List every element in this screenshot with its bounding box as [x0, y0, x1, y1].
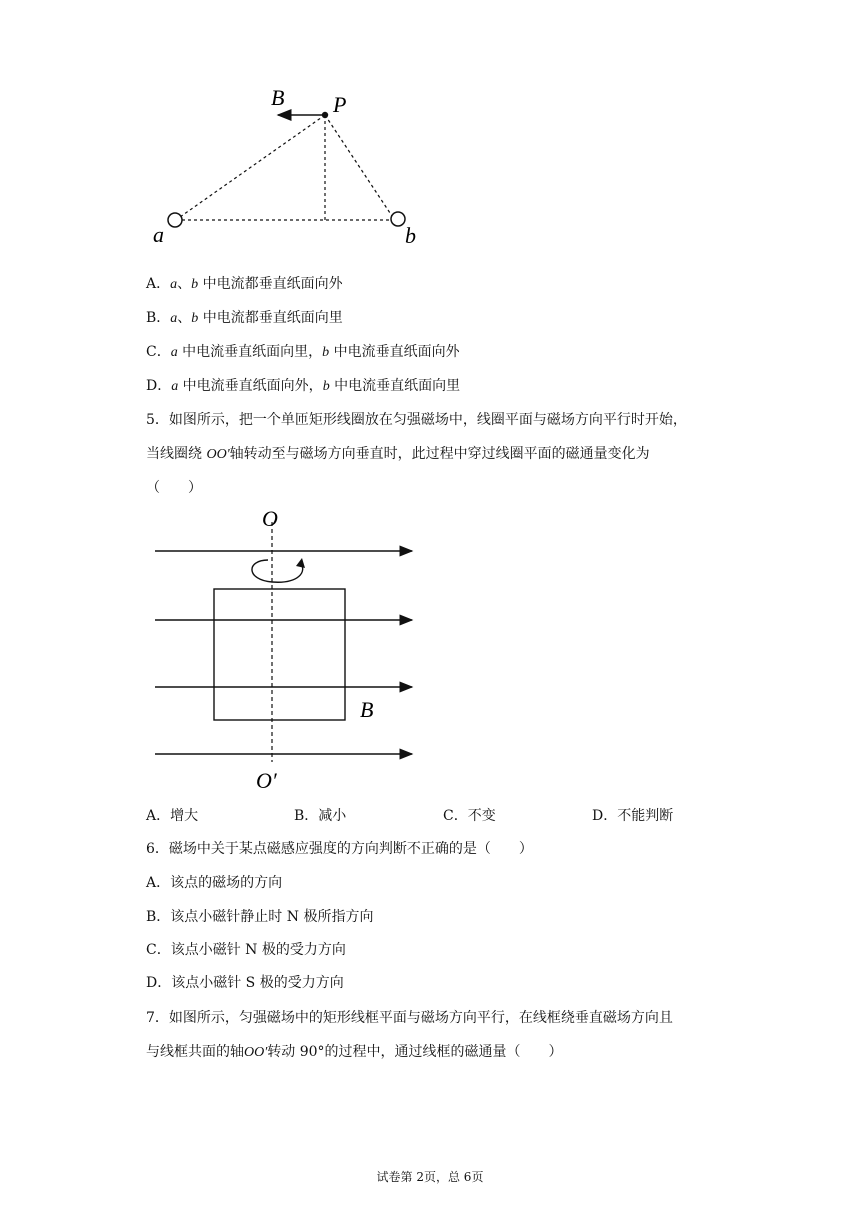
q4-option-c: C．a 中电流垂直纸面向里，b 中电流垂直纸面向外	[146, 344, 460, 360]
q5-options	[146, 806, 706, 826]
q7-stem-line2: 与线框共面的轴OO′转动 90°的过程中，通过线框的磁通量（ ）	[146, 1044, 563, 1060]
q5-option-a: A．增大	[146, 808, 199, 824]
q5-option-c: C．不变	[443, 808, 496, 824]
q4-option-d: D．a 中电流垂直纸面向外，b 中电流垂直纸面向里	[146, 378, 461, 394]
q6-option-a: A．该点的磁场的方向	[146, 875, 283, 891]
q5-stem-line2: 当线圈绕 OO'轴转动至与磁场方向垂直时，此过程中穿过线圈平面的磁通量变化为	[146, 446, 650, 462]
label-b-wire: b	[405, 223, 416, 248]
label-o: O	[262, 506, 278, 531]
label-a: a	[153, 222, 164, 247]
q4-option-b: B．a、b 中电流都垂直纸面向里	[146, 310, 343, 326]
figure-wires-ab	[140, 80, 440, 250]
q5-option-b: B．减小	[294, 808, 347, 824]
q5-option-d: D．不能判断	[592, 808, 674, 824]
label-o-prime: O′	[256, 768, 277, 793]
q6-option-c: C．该点小磁针 N 极的受力方向	[146, 942, 346, 958]
label-b-field-2: B	[360, 697, 374, 722]
rectangular-coil	[214, 589, 345, 720]
wire-a	[168, 213, 182, 227]
label-p: P	[333, 92, 347, 117]
wire-b	[391, 212, 405, 226]
dashed-pa	[180, 115, 325, 217]
figure-rotating-coil	[150, 500, 430, 800]
q6-option-b: B．该点小磁针静止时 N 极所指方向	[146, 909, 374, 925]
q6-option-d: D．该点小磁针 S 极的受力方向	[146, 975, 344, 991]
q7-stem-line1: 7．如图所示，匀强磁场中的矩形线框平面与磁场方向平行，在线框绕垂直磁场方向且	[146, 1010, 673, 1026]
rotation-arrow-icon	[252, 560, 303, 582]
q5-stem-line1: 5．如图所示，把一个单匝矩形线圈放在匀强磁场中，线圈平面与磁场方向平行时开始，	[146, 412, 687, 428]
dashed-pb	[325, 115, 392, 216]
page-footer: 试卷第 2页，总 6页	[376, 1170, 484, 1184]
label-b-field: B	[271, 85, 285, 110]
q4-option-a: A．a、b 中电流都垂直纸面向外	[146, 276, 343, 292]
q6-stem: 6．磁场中关于某点磁感应强度的方向判断不正确的是（ ）	[146, 841, 533, 857]
q5-stem-line3: （ ）	[146, 480, 202, 496]
